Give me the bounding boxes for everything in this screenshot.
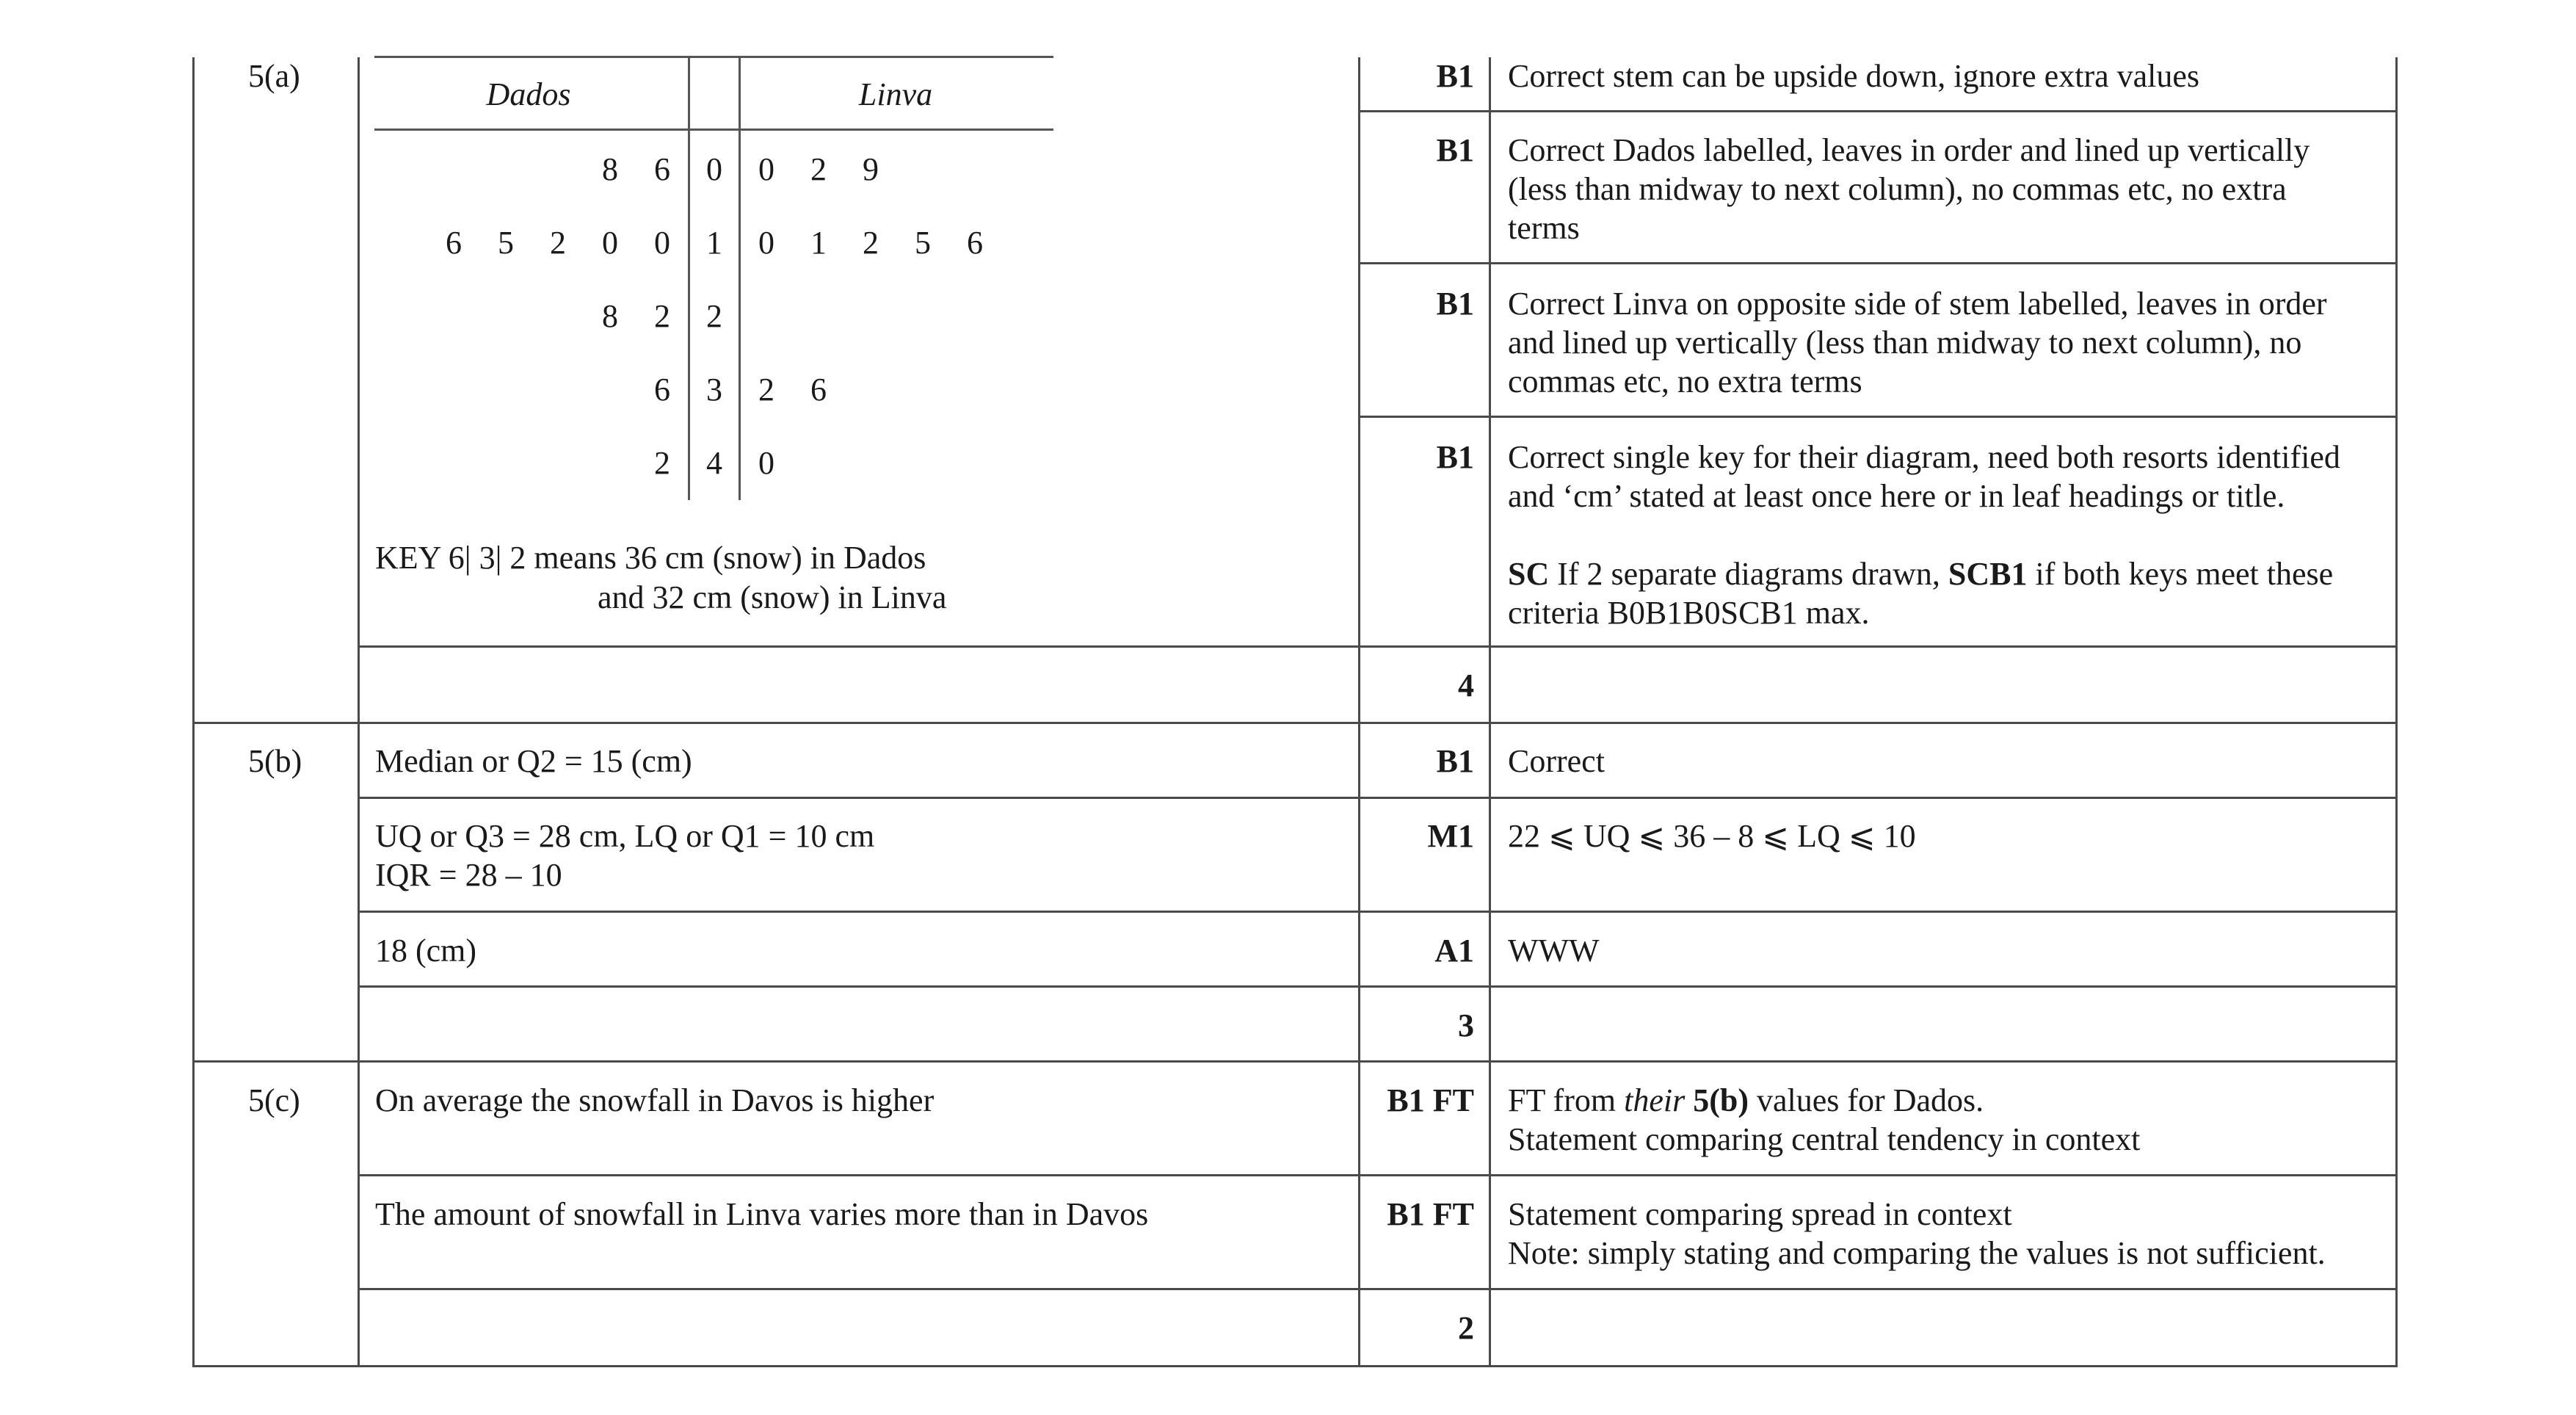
mark-code: B1 FT xyxy=(1387,1082,1474,1118)
answer-column-divider xyxy=(1358,57,1360,1367)
guidance-text: terms xyxy=(1508,210,1580,246)
guidance-text: and lined up vertically (less than midway to next column), no xyxy=(1508,325,2302,361)
linva-leaf: 5 xyxy=(915,225,931,261)
stem-value: 3 xyxy=(706,372,722,408)
row-divider xyxy=(1358,416,2398,418)
answer-text: UQ or Q3 = 28 cm, LQ or Q1 = 10 cm xyxy=(375,818,875,854)
stem-value: 4 xyxy=(706,445,722,481)
mark-code: B1 xyxy=(1436,439,1474,475)
guidance-text: WWW xyxy=(1508,933,1600,969)
sc-text: if both keys meet these xyxy=(2027,556,2334,592)
guidance-their: their xyxy=(1624,1082,1686,1118)
mark-code: B1 xyxy=(1436,743,1474,779)
row-divider xyxy=(1358,262,2398,264)
dados-leaf: 2 xyxy=(550,225,566,261)
mark-code: B1 xyxy=(1436,132,1474,168)
guidance-part: FT from xyxy=(1508,1082,1625,1118)
diagram-top-rule xyxy=(374,56,1053,58)
answer-text: 18 (cm) xyxy=(375,933,477,969)
guidance-part xyxy=(1685,1082,1693,1118)
guidance-text: Correct stem can be upside down, ignore extra values xyxy=(1508,58,2200,94)
stem-value: 0 xyxy=(706,151,722,187)
row-divider xyxy=(358,1174,2398,1176)
linva-leaf: 6 xyxy=(810,372,827,408)
stem-value: 1 xyxy=(706,225,722,261)
table-border-left xyxy=(192,723,195,1367)
answer-text: Median or Q2 = 15 (cm) xyxy=(375,743,692,779)
table-border-left-top xyxy=(192,57,195,725)
dados-leaf: 2 xyxy=(654,445,670,481)
row-divider xyxy=(358,797,2398,799)
guidance-text: Statement comparing central tendency in context xyxy=(1508,1121,2141,1157)
guidance-text: Note: simply stating and comparing the values is not sufficient. xyxy=(1508,1235,2326,1271)
total-marks: 2 xyxy=(1458,1310,1474,1346)
dados-leaf: 5 xyxy=(498,225,514,261)
linva-leaf: 2 xyxy=(863,225,879,261)
dados-leaf: 0 xyxy=(654,225,670,261)
row-divider xyxy=(358,985,2398,988)
section-divider xyxy=(192,1060,2398,1063)
linva-heading: Linva xyxy=(858,76,933,112)
dados-leaf: 2 xyxy=(654,298,670,334)
linva-leaf: 0 xyxy=(758,151,774,187)
key-line-1: KEY 6| 3| 2 means 36 cm (snow) in Dados xyxy=(375,540,926,576)
sc-label: SC xyxy=(1508,556,1550,592)
stem-right-rule xyxy=(739,56,741,500)
mark-code: B1 FT xyxy=(1387,1196,1474,1232)
section-divider xyxy=(192,722,2398,724)
answer-text: The amount of snowfall in Linva varies more than in Davos xyxy=(375,1196,1149,1232)
linva-leaf: 2 xyxy=(810,151,827,187)
linva-leaf: 6 xyxy=(967,225,983,261)
dados-leaf: 8 xyxy=(602,298,618,334)
question-number: 5(a) xyxy=(248,58,300,94)
dados-leaf: 6 xyxy=(654,151,670,187)
guidance-text: Correct Linva on opposite side of stem labelled, leaves in order xyxy=(1508,286,2327,322)
stem-left-rule xyxy=(688,56,690,500)
answer-text: On average the snowfall in Davos is higher xyxy=(375,1082,935,1118)
special-case-note xyxy=(1508,554,2333,593)
question-column-divider xyxy=(358,57,360,1367)
dados-leaf: 6 xyxy=(654,372,670,408)
linva-leaf: 0 xyxy=(758,225,774,261)
table-border-bottom xyxy=(192,1365,2398,1367)
row-divider xyxy=(1358,110,2398,112)
mark-code: A1 xyxy=(1434,933,1474,969)
linva-leaf: 2 xyxy=(758,372,774,408)
row-divider xyxy=(358,911,2398,913)
guidance-ref: 5(b) xyxy=(1693,1082,1749,1118)
row-divider xyxy=(358,645,2398,648)
answer-text: IQR = 28 – 10 xyxy=(375,857,562,893)
sc-text: If 2 separate diagrams drawn, xyxy=(1549,556,1948,592)
mark-code: B1 xyxy=(1436,286,1474,322)
dados-leaf: 0 xyxy=(602,225,618,261)
guidance-text: Correct xyxy=(1508,743,1605,779)
key-line-2: and 32 cm (snow) in Linva xyxy=(598,579,947,615)
marks-column-divider xyxy=(1489,57,1491,1367)
question-number: 5(c) xyxy=(248,1082,300,1118)
linva-leaf: 1 xyxy=(810,225,827,261)
guidance-text: and ‘cm’ stated at least once here or in leaf headings or title. xyxy=(1508,478,2285,514)
mark-code: M1 xyxy=(1427,818,1474,854)
guidance-text: (less than midway to next column), no commas etc, no extra xyxy=(1508,171,2287,207)
special-case-note-line-2: criteria B0B1B0SCB1 max. xyxy=(1508,595,1870,631)
dados-heading: Dados xyxy=(486,76,571,112)
total-marks: 4 xyxy=(1458,667,1474,703)
guidance-text: Correct Dados labelled, leaves in order and lined up vertically xyxy=(1508,132,2310,168)
total-marks: 3 xyxy=(1458,1007,1474,1043)
guidance-text: 22 ⩽ UQ ⩽ 36 – 8 ⩽ LQ ⩽ 10 xyxy=(1508,818,1916,854)
dados-leaf: 6 xyxy=(446,225,462,261)
question-number: 5(b) xyxy=(248,743,302,779)
linva-leaf: 0 xyxy=(758,445,774,481)
mark-code: B1 xyxy=(1436,58,1474,94)
stem-value: 2 xyxy=(706,298,722,334)
row-divider xyxy=(358,1288,2398,1290)
guidance-text: commas etc, no extra terms xyxy=(1508,363,1862,399)
guidance-text xyxy=(1508,1081,1984,1120)
guidance-text: Correct single key for their diagram, need both resorts identified xyxy=(1508,439,2340,475)
dados-leaf: 8 xyxy=(602,151,618,187)
guidance-part: values for Dados. xyxy=(1748,1082,1984,1118)
guidance-text: Statement comparing spread in context xyxy=(1508,1196,2012,1232)
diagram-heading-rule xyxy=(374,129,1053,131)
linva-leaf: 9 xyxy=(863,151,879,187)
table-border-right xyxy=(2395,57,2398,1367)
scb1-label: SCB1 xyxy=(1948,556,2028,592)
